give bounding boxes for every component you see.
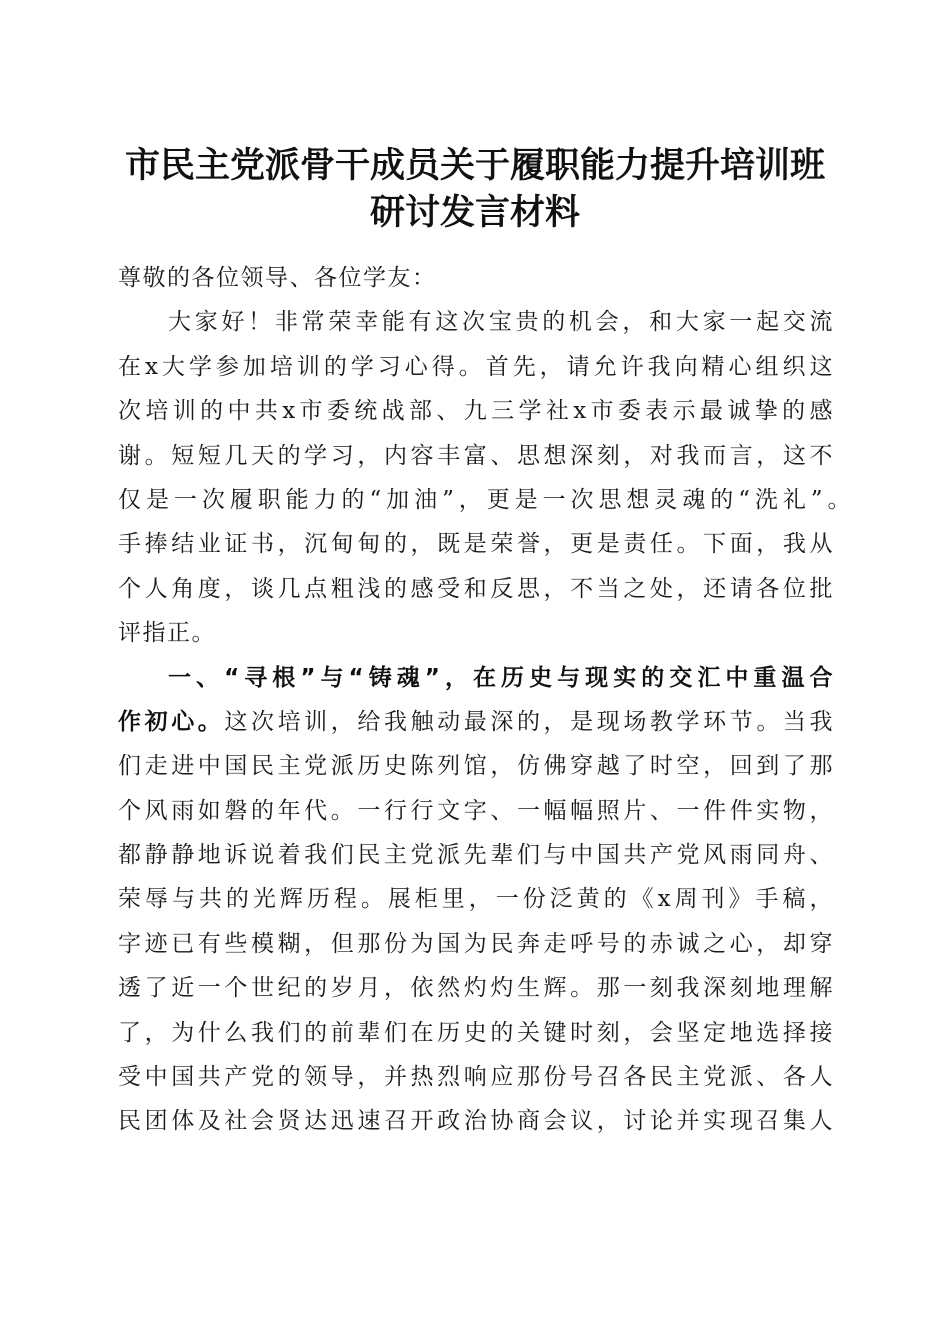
paragraph-1-line: 在x大学参加培训的学习心得。首先，请允许我向精心组织这 <box>118 353 834 380</box>
paragraph-2-line: 们走进中国民主党派历史陈列馆，仿佛穿越了时空，回到了那 <box>118 753 834 780</box>
paragraph-2-line: 都静静地诉说着我们民主党派先辈们与中国共产党风雨同舟、 <box>118 842 834 869</box>
paragraph-1-line: 仅是一次履职能力的“加油”，更是一次思想灵魂的“洗礼”。 <box>118 486 852 513</box>
paragraph-1-line: 评指正。 <box>118 620 216 647</box>
paragraph-2-line: 荣辱与共的光辉历程。展柜里，一份泛黄的《x周刊》手稿， <box>118 886 834 913</box>
paragraph-1-line: 谢。短短几天的学习，内容丰富、思想深刻，对我而言，这不 <box>118 442 834 469</box>
section-1-heading-tail: 作初心。 <box>118 708 225 735</box>
paragraph-2-line: 受中国共产党的领导，并热烈响应那份号召各民主党派、各人 <box>118 1064 834 1091</box>
document-title-line-2: 研讨发言材料 <box>369 192 580 233</box>
document-title-line-1: 市民主党派骨干成员关于履职能力提升培训班 <box>124 145 825 186</box>
paragraph-2-line: 民团体及社会贤达迅速召开政治协商会议，讨论并实现召集人 <box>118 1108 834 1135</box>
paragraph-2-first-text: 这次培训，给我触动最深的，是现场教学环节。当我 <box>224 708 835 735</box>
paragraph-1-line: 个人角度，谈几点粗浅的感受和反思，不当之处，还请各位批 <box>118 575 834 602</box>
paragraph-2-line: 透了近一个世纪的岁月，依然灼灼生辉。那一刻我深刻地理解 <box>118 975 834 1002</box>
paragraph-1-line: 次培训的中共x市委统战部、九三学社x市委表示最诚挚的感 <box>118 398 834 425</box>
paragraph-1-line: 手捧结业证书，沉甸甸的，既是荣誉，更是责任。下面，我从 <box>118 531 834 558</box>
document-body <box>118 256 852 1144</box>
paragraph-2-line: 了，为什么我们的前辈们在历史的关键时刻，会坚定地选择接 <box>118 1019 834 1046</box>
section-1-heading: 一、“寻根”与“铸魂”，在历史与现实的交汇中重温合 <box>168 664 834 691</box>
paragraph-2-line: 个风雨如磐的年代。一行行文字、一幅幅照片、一件件实物， <box>118 797 834 824</box>
paragraph-2-line: 字迹已有些模糊，但那份为国为民奔走呼号的赤诚之心，却穿 <box>118 930 834 957</box>
paragraph-2-line <box>118 700 834 744</box>
paragraph-1-line: 大家好！非常荣幸能有这次宝贵的机会，和大家一起交流 <box>168 309 834 336</box>
salutation: 尊敬的各位领导、各位学友： <box>118 265 437 291</box>
